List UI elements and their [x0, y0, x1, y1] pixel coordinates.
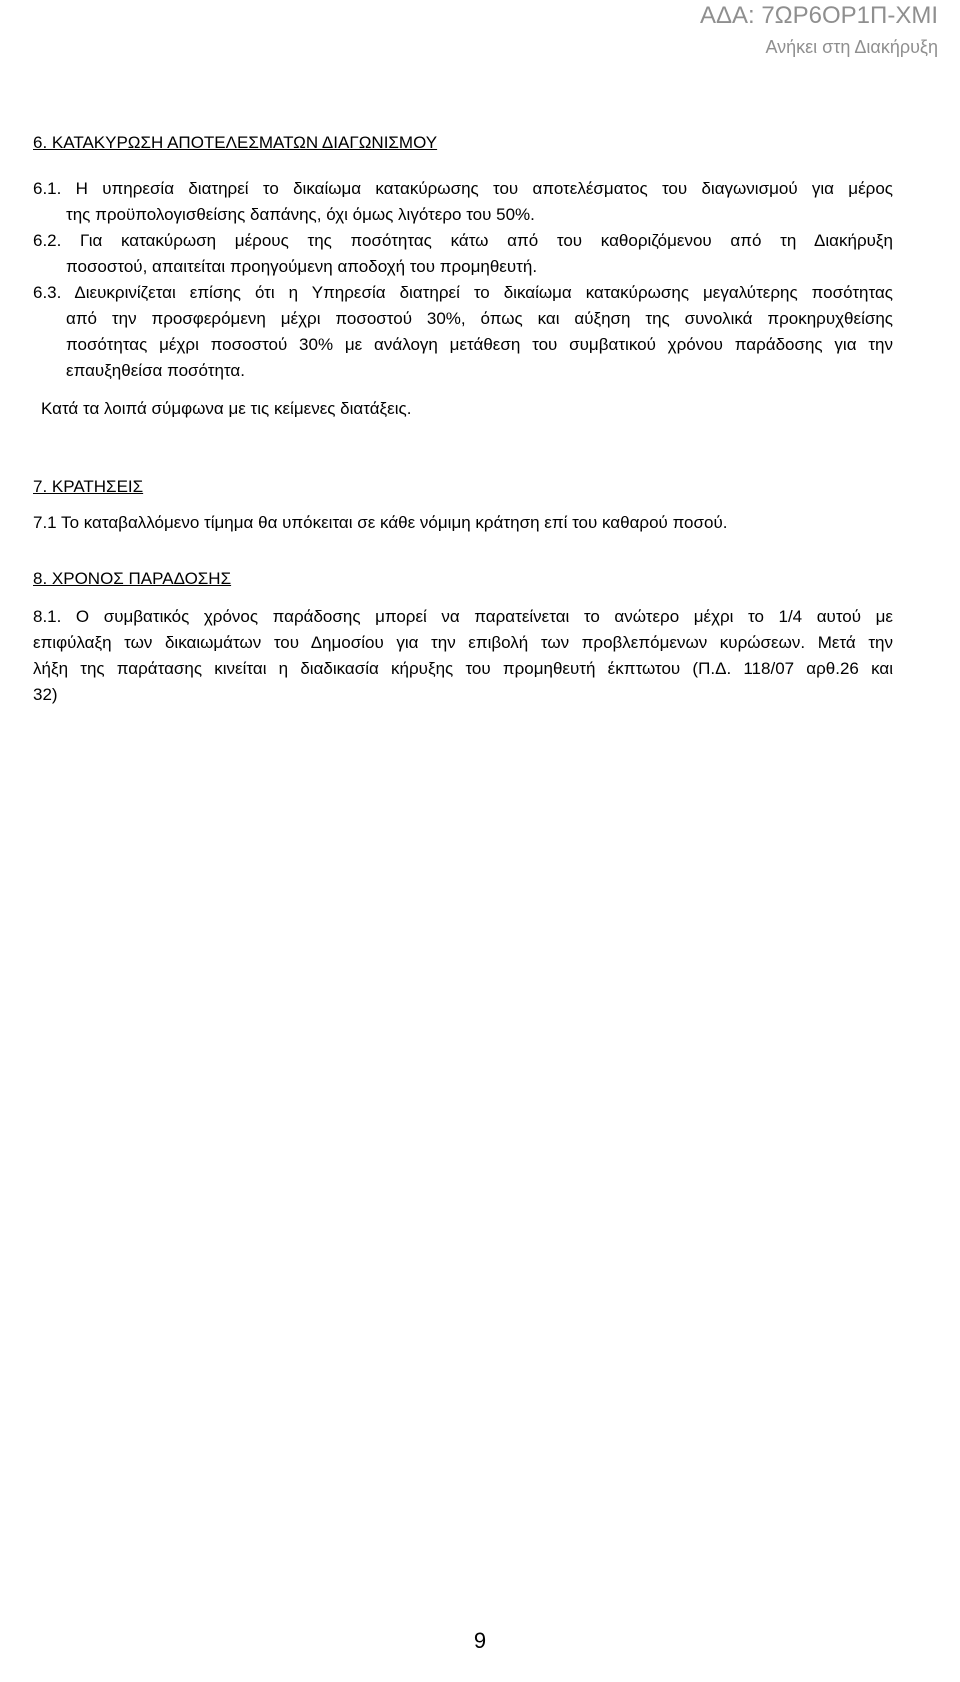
paragraph-6-1: [33, 176, 893, 228]
paragraph-6-2-line-1: [33, 228, 893, 254]
ada-subtitle: Ανήκει στη Διακήρυξη: [765, 37, 938, 57]
paragraph-8-1-line-4: 32): [33, 685, 58, 704]
paragraph-6-2-line-1-text: 6.2. Για κατακύρωση μέρους της ποσότητας κάτω από του καθοριζόμενου από τη Διακήρυξη: [33, 231, 893, 250]
section-7-heading: 7. ΚΡΑΤΗΣΕΙΣ: [33, 477, 144, 496]
section-8-heading: 8. ΧΡΟΝΟΣ ΠΑΡΑΔΟΣΗΣ: [33, 569, 232, 588]
paragraph-7-1: 7.1 Το καταβαλλόμενο τίμημα θα υπόκειται σε κάθε νόμιμη κράτηση επί του καθαρού ποσού.: [33, 513, 728, 532]
paragraph-6-3: [33, 280, 893, 384]
paragraph-8-1-line-1: 8.1. Ο συμβατικός χρόνος παράδοσης μπορεί να παρατείνεται το ανώτερο μέχρι το 1/4 αυτού με: [33, 607, 893, 626]
ada-code: ΑΔΑ: 7ΩΡ6ΟΡ1Π-ΧΜΙ: [699, 2, 938, 29]
section-6-heading: 6. ΚΑΤΑΚΥΡΩΣΗ ΑΠΟΤΕΛΕΣΜΑΤΩΝ ΔΙΑΓΩΝΙΣΜΟΥ: [33, 133, 438, 152]
paragraph-6-3-line-1: 6.3. Διευκρινίζεται επίσης ότι η Υπηρεσία διατηρεί το δικαίωμα κατακύρωσης μεγαλύτερης ποσότητας: [33, 283, 893, 302]
page-number: 9: [473, 1628, 487, 1653]
paragraph-6-2: [33, 228, 893, 280]
paragraph-8-1-line-2: επιφύλαξη των δικαιωμάτων του Δημοσίου για την επιβολή των προβλεπόμενων κυρώσεων. Μετά την: [33, 633, 893, 652]
paragraph-6-1-line-1: 6.1. Η υπηρεσία διατηρεί το δικαίωμα κατακύρωσης του αποτελέσματος του διαγωνισμού για μέρος: [33, 179, 893, 198]
ada-watermark: [700, 0, 938, 60]
paragraph-6-3-line-3: ποσότητας μέχρι ποσοστού 30% με ανάλογη μετάθεση του συμβατικού χρόνου παράδοσης για την: [66, 335, 893, 354]
paragraph-6-1-line-2: της προϋπολογισθείσης δαπάνης, όχι όμως λιγότερο του 50%.: [66, 205, 535, 224]
paragraph-6-2-line-2: ποσοστού, απαιτείται προηγούμενη αποδοχή του προμηθευτή.: [66, 257, 538, 276]
paragraph-6-3-line-4: επαυξηθείσα ποσότητα.: [66, 361, 245, 380]
paragraph-8-1: [33, 604, 893, 708]
paragraph-6-3-line-2: από την προσφερόμενη μέχρι ποσοστού 30%, όπως και αύξηση της συνολικά προκηρυχθείσης: [66, 309, 893, 328]
closing-statement: Κατά τα λοιπά σύμφωνα με τις κείμενες διατάξεις.: [41, 399, 412, 418]
paragraph-8-1-line-3: λήξη της παράτασης κινείται η διαδικασία κήρυξης του προμηθευτή έκπτωτου (Π.Δ. 118/07 αρθ.26 και: [33, 659, 893, 678]
